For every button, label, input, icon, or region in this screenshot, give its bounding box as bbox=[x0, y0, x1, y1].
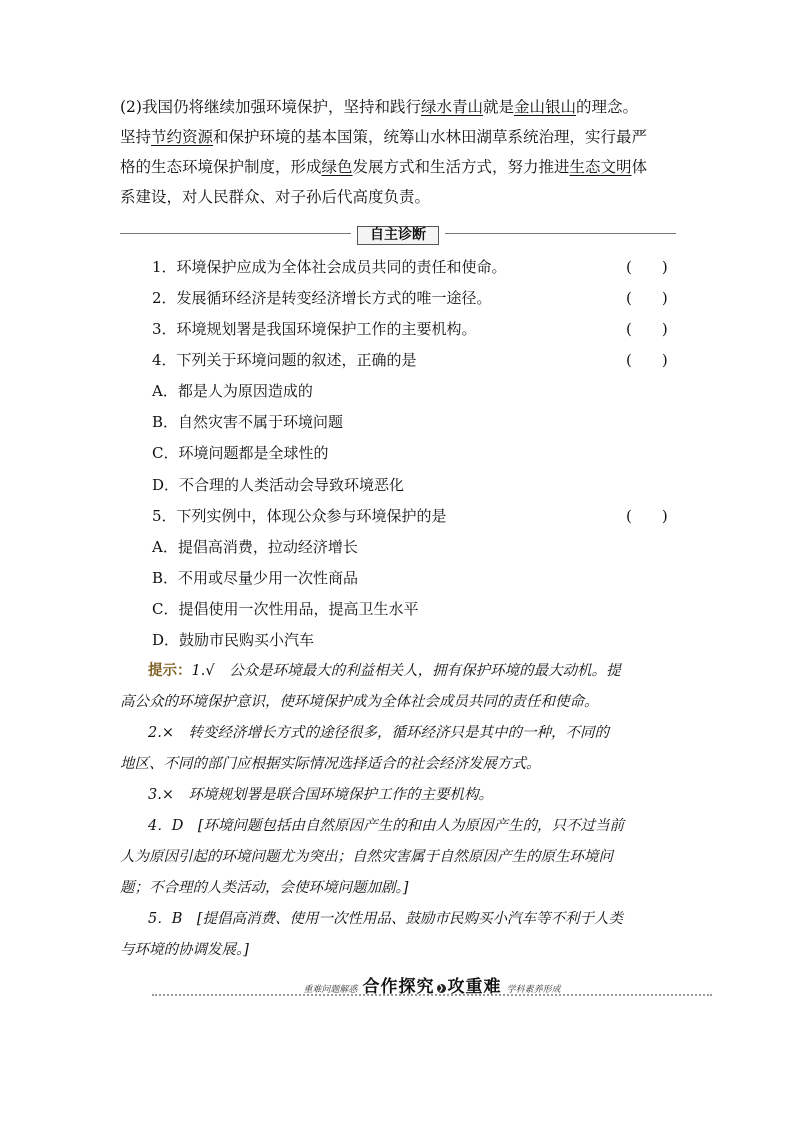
q5-option-c: C．提倡使用一次性用品，提高卫生水平 bbox=[152, 600, 419, 618]
footer-right-caption: 学科素养形成 bbox=[506, 985, 561, 995]
section-footer-banner bbox=[152, 970, 712, 1000]
footer-title-left: 合作探究 bbox=[362, 977, 435, 997]
answer-2-line-1: 2.× 转变经济增长方式的途径很多，循环经济只是其中的一种，不同的 bbox=[148, 725, 609, 741]
answer-1-line-1: 1.√ 公众是环境最大的利益相关人，拥有保护环境的最大动机。提 bbox=[191, 663, 621, 679]
intro-paragraph bbox=[120, 92, 676, 212]
diagnosis-title: 自主诊断 bbox=[357, 226, 439, 245]
answer-paren-3: ( ) bbox=[626, 320, 668, 338]
q5-option-b: B．不用或尽量少用一次性商品 bbox=[152, 569, 359, 587]
answer-paren-4: ( ) bbox=[626, 351, 668, 369]
q5-option-d: D．鼓励市民购买小汽车 bbox=[152, 631, 315, 649]
question-2: 2．发展循环经济是转变经济增长方式的唯一途径。 bbox=[152, 289, 492, 307]
answer-1-line-2: 高公众的环境保护意识，使环境保护成为全体社会成员共同的责任和使命。 bbox=[120, 694, 599, 710]
answer-4-line-3: 题；不合理的人类活动，会使环境问题加剧。] bbox=[120, 880, 409, 896]
question-1: 1．环境保护应成为全体社会成员共同的责任和使命。 bbox=[152, 258, 507, 276]
q4-option-d: D．不合理的人类活动会导致环境恶化 bbox=[152, 476, 405, 494]
footer-left-caption: 重难问题解惑 bbox=[303, 985, 358, 995]
hints-block bbox=[120, 655, 680, 966]
chevron-right-icon: ❯ bbox=[438, 984, 444, 992]
q5-option-a: A．提倡高消费，拉动经济增长 bbox=[152, 538, 358, 556]
answer-5-line-1: 5．B [提倡高消费、使用一次性用品、鼓励市民购买小汽车等不利于人类 bbox=[148, 911, 624, 927]
q4-option-a: A．都是人为原因造成的 bbox=[152, 382, 313, 400]
answer-4-line-2: 人为原因引起的环境问题尤为突出；自然灾害属于自然原因产生的原生环境问 bbox=[120, 849, 613, 865]
question-3: 3．环境规划署是我国环境保护工作的主要机构。 bbox=[152, 320, 477, 338]
question-5: 5．下列实例中，体现公众参与环境保护的是 bbox=[152, 507, 447, 525]
question-4: 4．下列关于环境问题的叙述，正确的是 bbox=[152, 351, 417, 369]
q4-option-c: C．环境问题都是全球性的 bbox=[152, 444, 329, 462]
paragraph-line-2: 坚持节约资源和保护环境的基本国策，统筹山水林田湖草系统治理，实行最严 bbox=[120, 128, 648, 146]
paragraph-line-4: 系建设，对人民群众、对子孙后代高度负责。 bbox=[120, 188, 431, 206]
footer-title-right: 攻重难 bbox=[447, 977, 502, 997]
answer-paren-1: ( ) bbox=[626, 258, 668, 276]
q4-option-b: B．自然灾害不属于环境问题 bbox=[152, 413, 344, 431]
footer-dotted-rule bbox=[152, 994, 712, 996]
diagnosis-header bbox=[120, 222, 676, 244]
answer-4-line-1: 4．D [环境问题包括由自然原因产生的和由人为原因产生的，只不过当前 bbox=[148, 818, 625, 834]
answer-2-line-2: 地区、不同的部门应根据实际情况选择适合的社会经济发展方式。 bbox=[120, 756, 541, 772]
answer-paren-2: ( ) bbox=[626, 289, 668, 307]
paragraph-line-3: 格的生态环境保护制度，形成绿色发展方式和生活方式，努力推进生态文明体 bbox=[120, 158, 648, 176]
answer-5-line-2: 与环境的协调发展。] bbox=[120, 942, 249, 958]
answer-3-line-1: 3.× 环境规划署是联合国环境保护工作的主要机构。 bbox=[148, 787, 493, 803]
hint-label: 提示： bbox=[148, 662, 192, 679]
paragraph-line-1: (2)我国仍将继续加强环境保护，坚持和践行绿水青山就是金山银山的理念。 bbox=[120, 98, 639, 116]
answer-paren-5: ( ) bbox=[626, 507, 668, 525]
